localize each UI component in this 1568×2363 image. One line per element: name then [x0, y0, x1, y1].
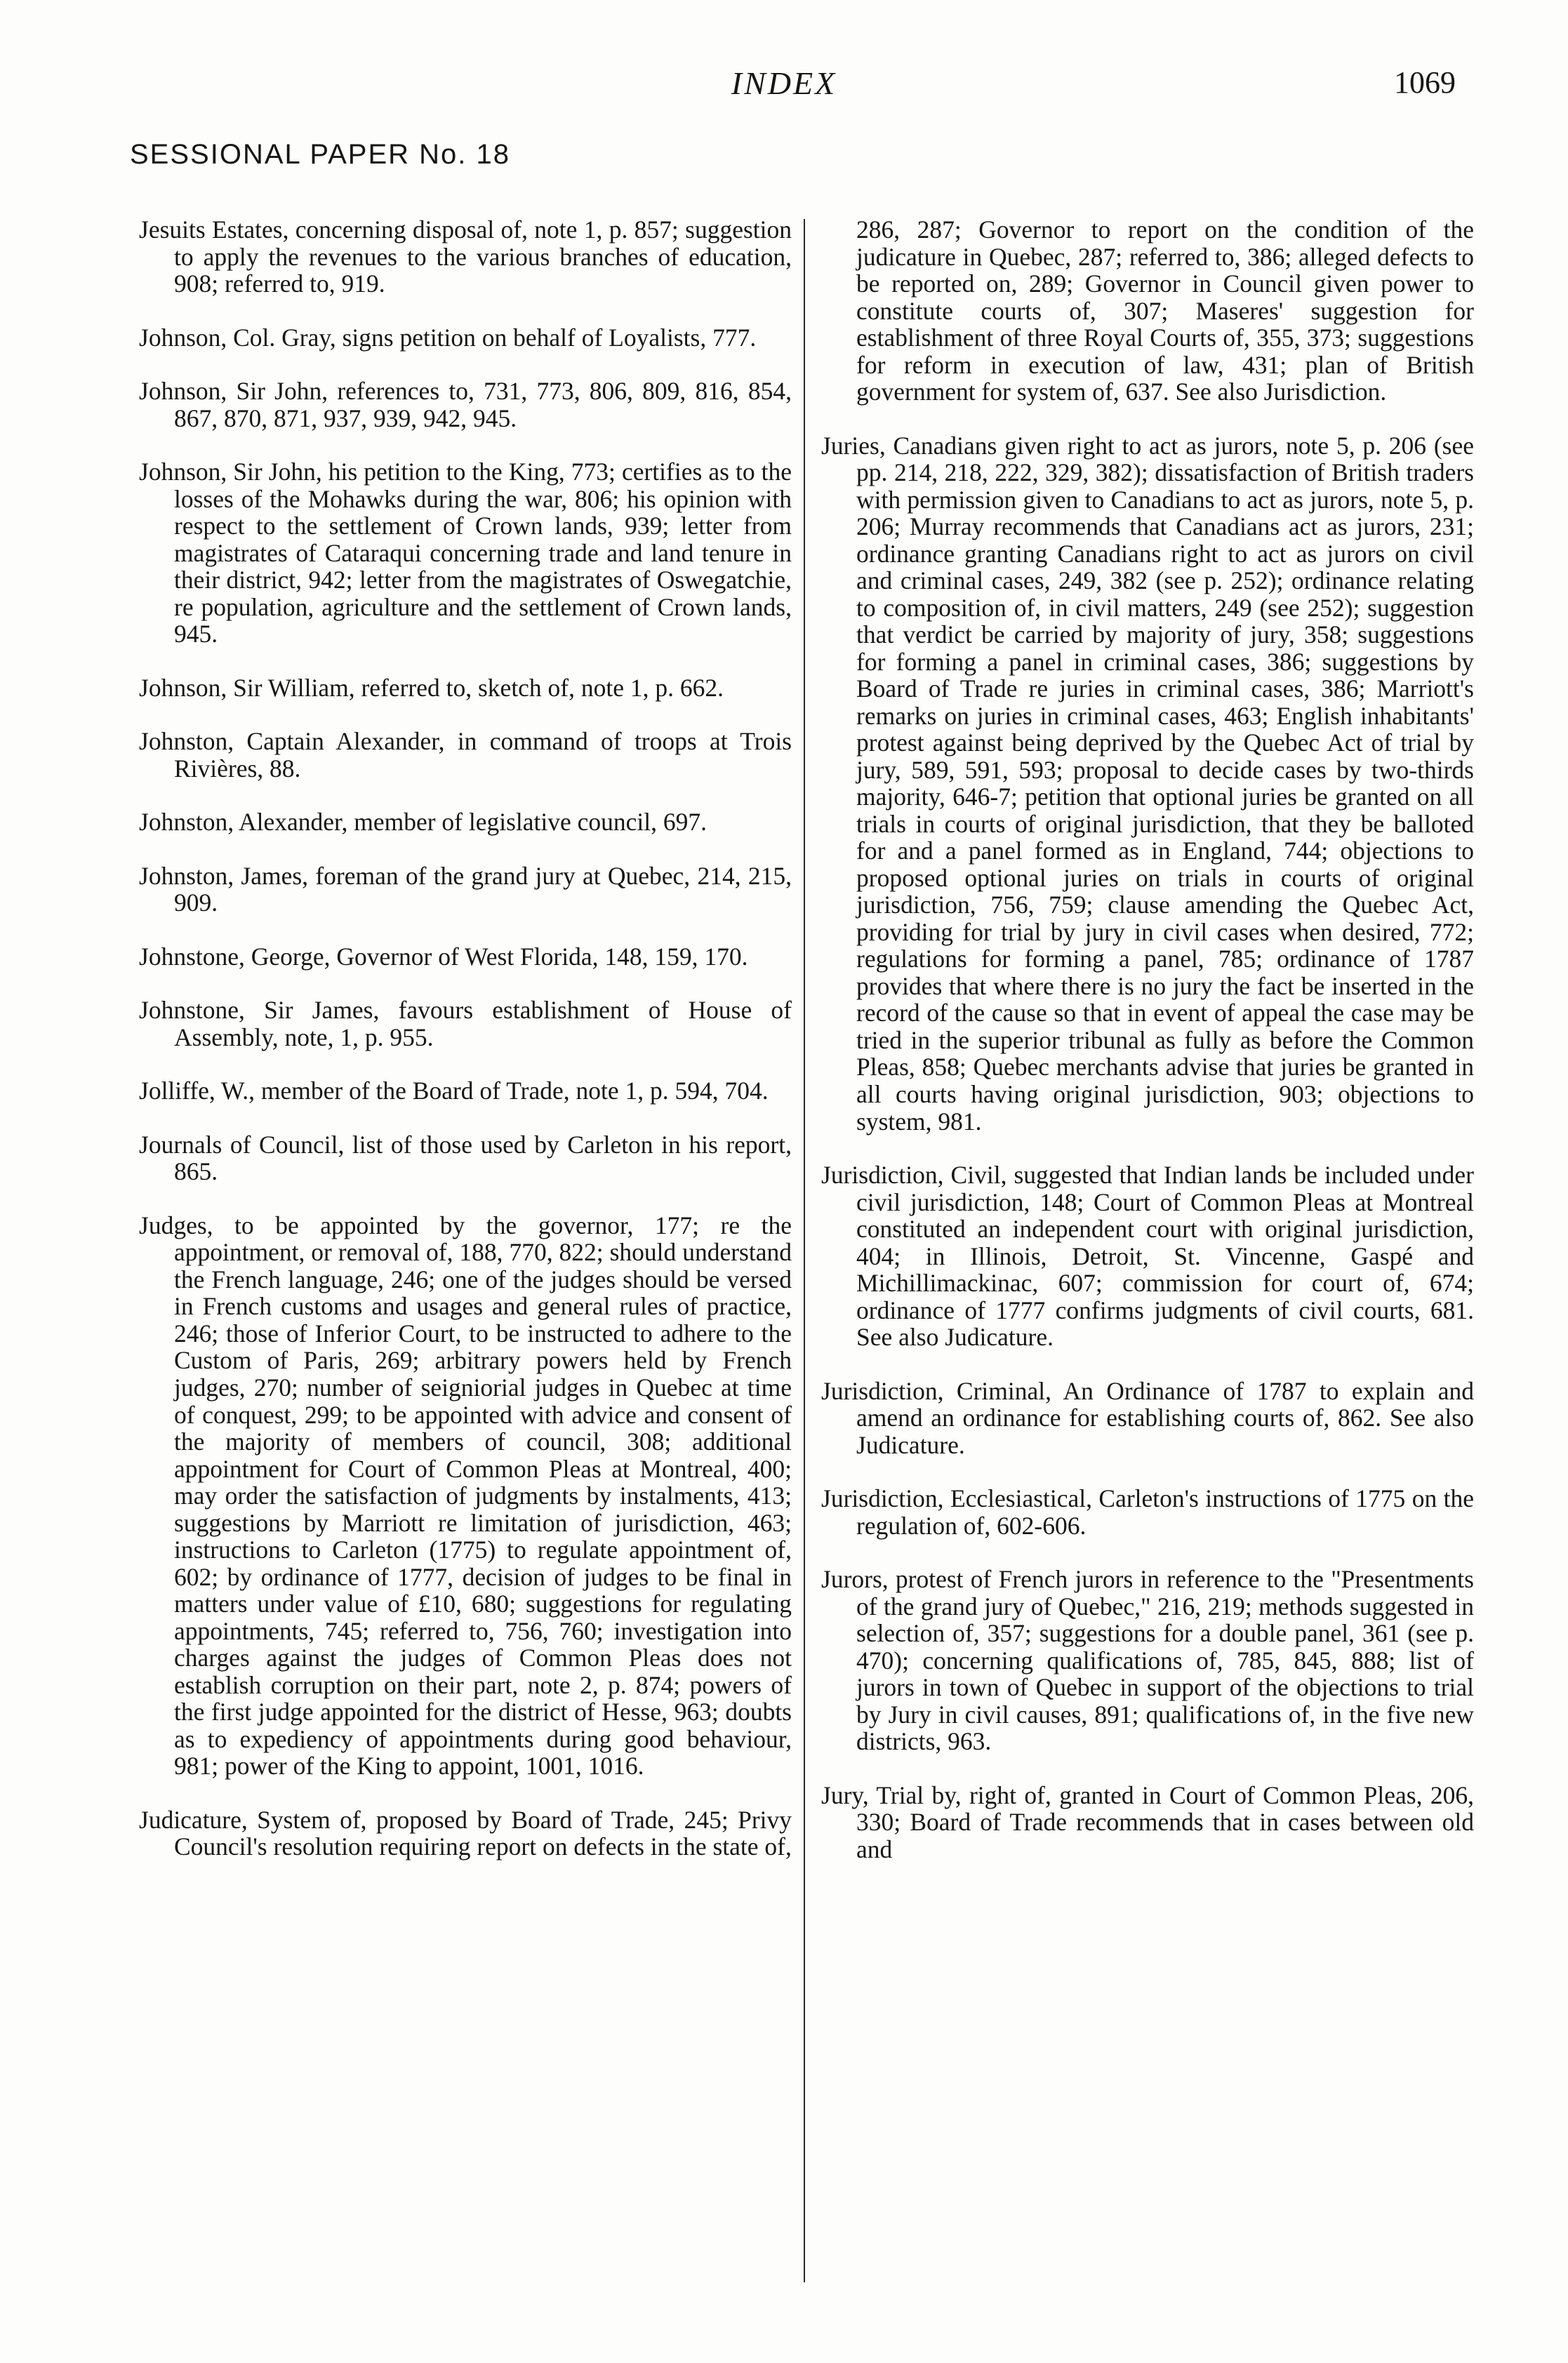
index-entry: Johnston, Captain Alexander, in command of troops at Trois Rivières, 88. — [139, 727, 792, 783]
page-number: 1069 — [1394, 65, 1456, 100]
index-entry: Judicature, System of, proposed by Board of Trade, 245; Privy Council's resolution requiring report on defects in the state of, — [139, 1805, 792, 1861]
index-entry: Jurisdiction, Criminal, An Ordinance of 1787 to explain and amend an ordinance for establishing courts of, 862. See also Judicature. — [821, 1376, 1474, 1459]
index-entry: Johnston, James, foreman of the grand jury at Quebec, 214, 215, 909. — [139, 861, 792, 917]
index-column-left — [139, 216, 792, 1887]
index-entry: Johnstone, Sir James, favours establishment of House of Assembly, note, 1, p. 955. — [139, 996, 792, 1051]
index-entry: Johnson, Sir William, referred to, sketch of, note 1, p. 662. — [139, 673, 724, 702]
index-entry: Johnston, Alexander, member of legislative council, 697. — [139, 808, 707, 837]
index-entry: Judges, to be appointed by the governor, 177; re the appointment, or removal of, 188, 770, 822; should understand the French language, 246; one of the judges should be versed in French customs and usages and general rules of practice, 246; those of Inferior Court, to be instructed to adhere to the Custom of Paris, 269; arbitrary powers held by French judges, 270; number of seigniorial judges in Quebec at time of conquest, 299; to be appointed with advice and consent of the majority of members of council, 308; additional appointment for Court of Common Pleas at Montreal, 400; may order the satisfaction of judgments by instalments, 413; suggestions by Marriott re limitation of jurisdiction, 463; instructions to Carleton (1775) to regulate appointment of, 602; by ordinance of 1777, decision of judges to be final in matters under value of £10, 680; suggestions for regulating appointments, 745; referred to, 756, 760; investigation into charges against the judges of Common Pleas does not establish corruption on their part, note 2, p. 874; powers of the first judge appointed for the district of Hesse, 963; doubts as to expediency of appointments during good behaviour, 981; power of the King to appoint, 1001, 1016. — [139, 1211, 792, 1780]
index-entry: Jesuits Estates, concerning disposal of, note 1, p. 857; suggestion to apply the revenues to the various branches of education, 908; referred to, 919. — [139, 215, 792, 298]
index-entry: Jolliffe, W., member of the Board of Trade, note 1, p. 594, 704. — [139, 1077, 769, 1105]
index-entry: Johnstone, George, Governor of West Florida, 148, 159, 170. — [139, 942, 748, 971]
index-entry: Johnson, Col. Gray, signs petition on behalf of Loyalists, 777. — [139, 323, 757, 352]
index-column-right — [821, 216, 1474, 1889]
index-entry: Jurisdiction, Civil, suggested that Indian lands be included under civil jurisdiction, 148; Court of Common Pleas at Montreal constituted an independent court with original jurisdiction, 404; in Illinois, Detroit, St. Vincenne, Gaspé and Michillimackinac, 607; commission for court of, 674; ordinance of 1777 confirms judgments of civil courts, 681. See also Judicature. — [821, 1161, 1474, 1352]
index-entry: Journals of Council, list of those used by Carleton in his report, 865. — [139, 1130, 792, 1186]
index-entry: Jury, Trial by, right of, granted in Court of Common Pleas, 206, 330; Board of Trade recommends that in cases between old and — [821, 1780, 1474, 1863]
index-entry: Johnson, Sir John, references to, 731, 773, 806, 809, 816, 854, 867, 870, 871, 937, 939, 942, 945. — [139, 377, 792, 432]
sessional-paper-label: SESSIONAL PAPER No. 18 — [130, 139, 510, 170]
page-header — [0, 65, 1568, 114]
running-title: INDEX — [731, 65, 837, 101]
column-divider — [804, 219, 805, 2282]
index-entry: Johnson, Sir John, his petition to the King, 773; certifies as to the losses of the Mohawks during the war, 806; his opinion with respect to the settlement of Crown lands, 939; letter from magistrates of Cataraqui concerning trade and land tenure in their district, 942; letter from the magistrates of Oswegatchie, re population, agriculture and the settlement of Crown lands, 945. — [139, 458, 792, 648]
index-entry: Juries, Canadians given right to act as jurors, note 5, p. 206 (see pp. 214, 218, 222, 329, 382); dissatisfaction of British traders with permission given to Canadians to act as jurors, note 5, p. 206; Murray recommends that Canadians act as jurors, 231; ordinance granting Canadians right to act as jurors on civil and criminal cases, 249, 382 (see p. 252); ordinance relating to composition of, in civil matters, 249 (see 252); suggestion that verdict be carried by majority of jury, 358; suggestions for forming a panel in criminal cases, 386; suggestions by Board of Trade re juries in criminal cases, 386; Marriott's remarks on juries in criminal cases, 463; English inhabitants' protest against being deprived by the Quebec Act of trial by jury, 589, 591, 593; proposal to decide cases by two-thirds majority, 646-7; petition that optional juries be granted on all trials in courts of original jurisdiction, that they be balloted for and a panel formed as in England, 744; objections to proposed optional juries on trials in courts of original jurisdiction, 756, 759; clause amending the Quebec Act, providing for trial by jury in civil cases when desired, 772; regulations for forming a panel, 785; ordinance of 1787 provides that where there is no jury the fact be inserted in the record of the cause so that in event of appeal the case may be tried in the superior tribunal as fully as before the Common Pleas, 858; Quebec merchants advise that juries be granted in all courts having original jurisdiction, 903; objections to system, 981. — [821, 431, 1474, 1136]
index-entry-continued: 286, 287; Governor to report on the condition of the judicature in Quebec, 287; referred to, 386; alleged defects to be reported on, 289; Governor in Council given power to constitute courts of, 307; Maseres' suggestion for establishment of three Royal Courts of, 355, 373; suggestions for reform in execution of law, 431; plan of British government for system of, 637. See also Jurisdiction. — [856, 215, 1474, 406]
index-entry: Jurors, protest of French jurors in reference to the "Presentments of the grand jury of Quebec," 216, 219; methods suggested in selection of, 357; suggestions for a double panel, 361 (see p. 470); concerning qualifications of, 785, 845, 888; list of jurors in town of Quebec in support of the objections to trial by Jury in civil causes, 891; qualifications of, in the five new districts, 963. — [821, 1565, 1474, 1756]
index-entry: Jurisdiction, Ecclesiastical, Carleton's instructions of 1775 on the regulation of, 602-606. — [821, 1484, 1474, 1540]
